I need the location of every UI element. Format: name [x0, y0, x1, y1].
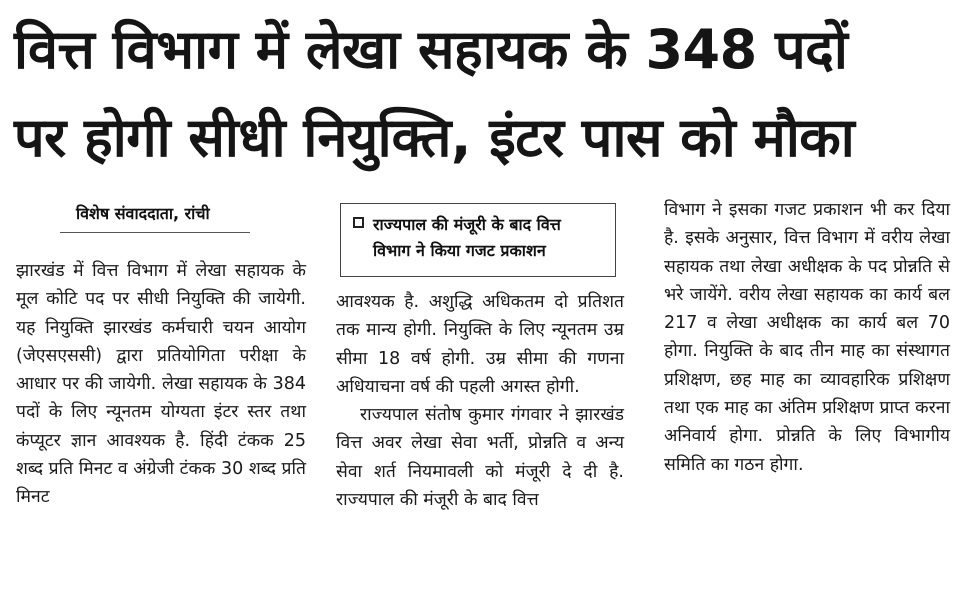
byline-divider [60, 232, 250, 233]
column-3-text: विभाग ने इसका गजट प्रकाशन भी कर दिया है. इसके अनुसार, वित्त विभाग में वरीय लेखा सहायक तथा लेखा अधीक्षक के पद प्रोन्नति से भरे जायेंगे. वरीय लेखा सहायक का कार्य बल 217 व लेखा अधीक्षक का कार्य बल 70 होगा. नियुक्ति के बाद तीन माह का संस्थागत प्रशिक्षण, छह माह का व्यावहारिक प्रशिक्षण तथा एक माह का अंतिम प्रशिक्षण प्राप्त करना अनिवार्य होगा. प्रोन्नति के लिए विभागीय समिति का गठन होगा. [664, 200, 950, 475]
headline-line-2: पर होगी सीधी नियुक्ति, इंटर पास को मौका [14, 106, 855, 169]
column-2-paragraph-2: राज्यपाल संतोष कुमार गंगवार ने झारखंड वित्त अवर लेखा सेवा भर्ती, प्रोन्नति व अन्य सेवा शर्त नियमावली को मंजूरी दे दी है. राज्यपाल की मंजूरी के बाद वित्त [336, 405, 624, 511]
byline: विशेष संवाददाता, रांची [76, 204, 210, 223]
article-column-1 [16, 257, 306, 512]
square-bullet-icon [353, 217, 364, 228]
callout-line-1: राज्यपाल की मंजूरी के बाद वित्त [373, 215, 561, 234]
column-2-paragraph-1: आवश्यक है. अशुद्धि अधिकतम दो प्रतिशत तक मान्य होगी. नियुक्ति के लिए न्यूनतम उम्र सीमा 18 वर्ष होगी. उम्र सीमा की गणना अधियाचना वर्ष की पहली अगस्त होगी. [336, 292, 624, 397]
article-column-3 [664, 196, 950, 479]
headline [14, 6, 944, 182]
headline-line-1: वित्त विभाग में लेखा सहायक के 348 पदों [14, 18, 848, 81]
column-1-text: झारखंड में वित्त विभाग में लेखा सहायक के मूल कोटि पद पर सीधी नियुक्ति की जायेगी. यह नियुक्ति झारखंड कर्मचारी चयन आयोग (जेएसएससी) द्वारा प्रतियोगिता परीक्षा के आधार पर की जायेगी. लेखा सहायक के 384 पदों के लिए न्यूनतम योग्यता इंटर स्तर तथा कंप्यूटर ज्ञान आवश्यक है. हिंदी टंकक 25 शब्द प्रति मिनट व अंग्रेजी टंकक 30 शब्द प्रति मिनट [16, 261, 306, 508]
callout-box [340, 203, 616, 277]
article-column-2 [336, 288, 624, 514]
callout-line-2: विभाग ने किया गजट प्रकाशन [373, 241, 546, 260]
